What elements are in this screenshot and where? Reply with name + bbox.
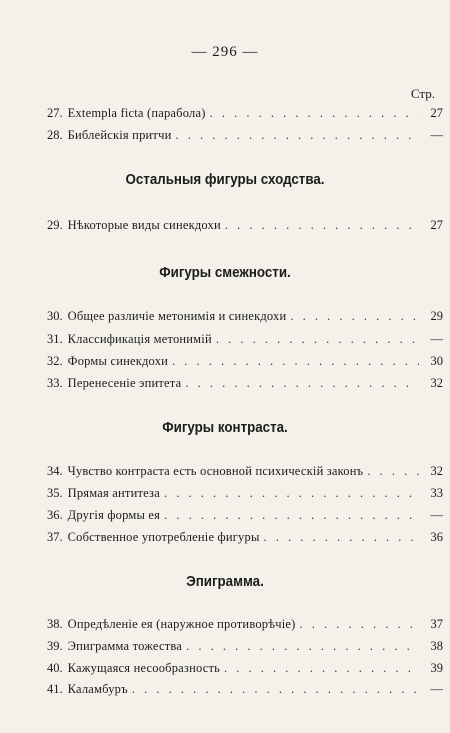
entry-page: 30 xyxy=(430,354,443,368)
entry-number: 34. xyxy=(47,464,63,478)
entry-number: 32. xyxy=(47,354,63,368)
entry-number: 41. xyxy=(47,682,63,696)
dot-leader xyxy=(172,352,419,370)
dot-leader xyxy=(224,659,419,677)
entry-title: Классификація метонимій xyxy=(67,332,212,346)
dot-leader xyxy=(185,374,419,392)
entry-title: Перенесеніе эпитета xyxy=(67,376,182,390)
entry-page: 29 xyxy=(430,309,443,323)
entry-number: 35. xyxy=(47,486,63,500)
dot-leader xyxy=(186,637,419,655)
dot-leader xyxy=(216,330,419,348)
entry-page: — xyxy=(430,508,443,522)
entry-number: 30. xyxy=(47,309,63,323)
entry-title: Каламбуръ xyxy=(67,682,128,696)
toc-entry-30[interactable] xyxy=(47,307,443,325)
entry-title: Extempla ficta (парабола) xyxy=(67,106,206,120)
entry-title: Собственное употребленіе фигуры xyxy=(67,530,260,544)
entry-page: 27 xyxy=(430,218,443,232)
toc-entry-35[interactable] xyxy=(47,484,443,502)
dot-leader xyxy=(367,462,419,480)
toc-entry-37[interactable] xyxy=(47,528,443,546)
entry-page: 39 xyxy=(430,661,443,675)
entry-page: — xyxy=(430,128,443,142)
toc-entry-38[interactable] xyxy=(47,615,443,633)
toc-entry-34[interactable] xyxy=(47,462,443,480)
entry-page: 32 xyxy=(430,376,443,390)
section-heading: Фигуры контраста. xyxy=(162,420,288,436)
entry-number: 38. xyxy=(47,617,63,631)
dot-leader xyxy=(300,615,420,633)
entry-page: 27 xyxy=(430,106,443,120)
entry-title: Опредѣленіе ея (наружное противорѣчіе) xyxy=(67,617,296,631)
dot-leader xyxy=(164,506,419,524)
entry-title: Прямая антитеза xyxy=(67,486,160,500)
entry-page: 36 xyxy=(430,530,443,544)
dot-leader xyxy=(175,126,419,144)
entry-number: 33. xyxy=(47,376,63,390)
dot-leader xyxy=(264,528,419,546)
entry-title: Кажущаяся несообразность xyxy=(67,661,221,675)
entry-title: Нѣкоторые виды синекдохи xyxy=(67,218,221,232)
entry-page: 33 xyxy=(430,486,443,500)
section-heading: Остальныя фигуры сходства. xyxy=(125,172,325,188)
entry-number: 39. xyxy=(47,639,63,653)
dot-leader xyxy=(132,680,419,698)
page-column-header: Стр. xyxy=(410,86,435,101)
entry-number: 29. xyxy=(47,218,63,232)
entry-title: Эпиграмма тожества xyxy=(67,639,183,653)
dot-leader xyxy=(290,307,419,325)
entry-page: 32 xyxy=(430,464,443,478)
toc-entry-39[interactable] xyxy=(47,637,443,655)
entry-number: 37. xyxy=(47,530,63,544)
dot-leader xyxy=(164,484,419,502)
toc-entry-41[interactable] xyxy=(47,680,443,698)
toc-entry-31[interactable] xyxy=(47,330,443,348)
entry-number: 28. xyxy=(47,128,63,142)
entry-page: 37 xyxy=(430,617,443,631)
entry-title: Другія формы ея xyxy=(67,508,161,522)
toc-entry-40[interactable] xyxy=(47,659,443,677)
entry-number: 36. xyxy=(47,508,63,522)
entry-page: — xyxy=(430,332,443,346)
entry-page: 38 xyxy=(430,639,443,653)
entry-title: Чувство контраста есть основной психическій законъ xyxy=(67,464,364,478)
section-heading: Эпиграмма. xyxy=(186,574,264,590)
entry-number: 31. xyxy=(47,332,63,346)
entry-page: — xyxy=(430,682,443,696)
toc-entry-33[interactable] xyxy=(47,374,443,392)
toc-entry-28[interactable] xyxy=(47,126,443,144)
toc-entry-29[interactable] xyxy=(47,216,443,234)
toc-entry-27[interactable] xyxy=(47,104,443,122)
entry-number: 27. xyxy=(47,106,63,120)
toc-entry-32[interactable] xyxy=(47,352,443,370)
dot-leader xyxy=(210,104,419,122)
page-number: — 296 — xyxy=(191,44,259,60)
entry-number: 40. xyxy=(47,661,63,675)
section-heading: Фигуры смежности. xyxy=(159,265,291,281)
toc-entry-36[interactable] xyxy=(47,506,443,524)
entry-title: Формы синекдохи xyxy=(67,354,169,368)
entry-title: Общее различіе метонимія и синекдохи xyxy=(67,309,287,323)
dot-leader xyxy=(225,216,419,234)
entry-title: Библейскія притчи xyxy=(67,128,172,142)
